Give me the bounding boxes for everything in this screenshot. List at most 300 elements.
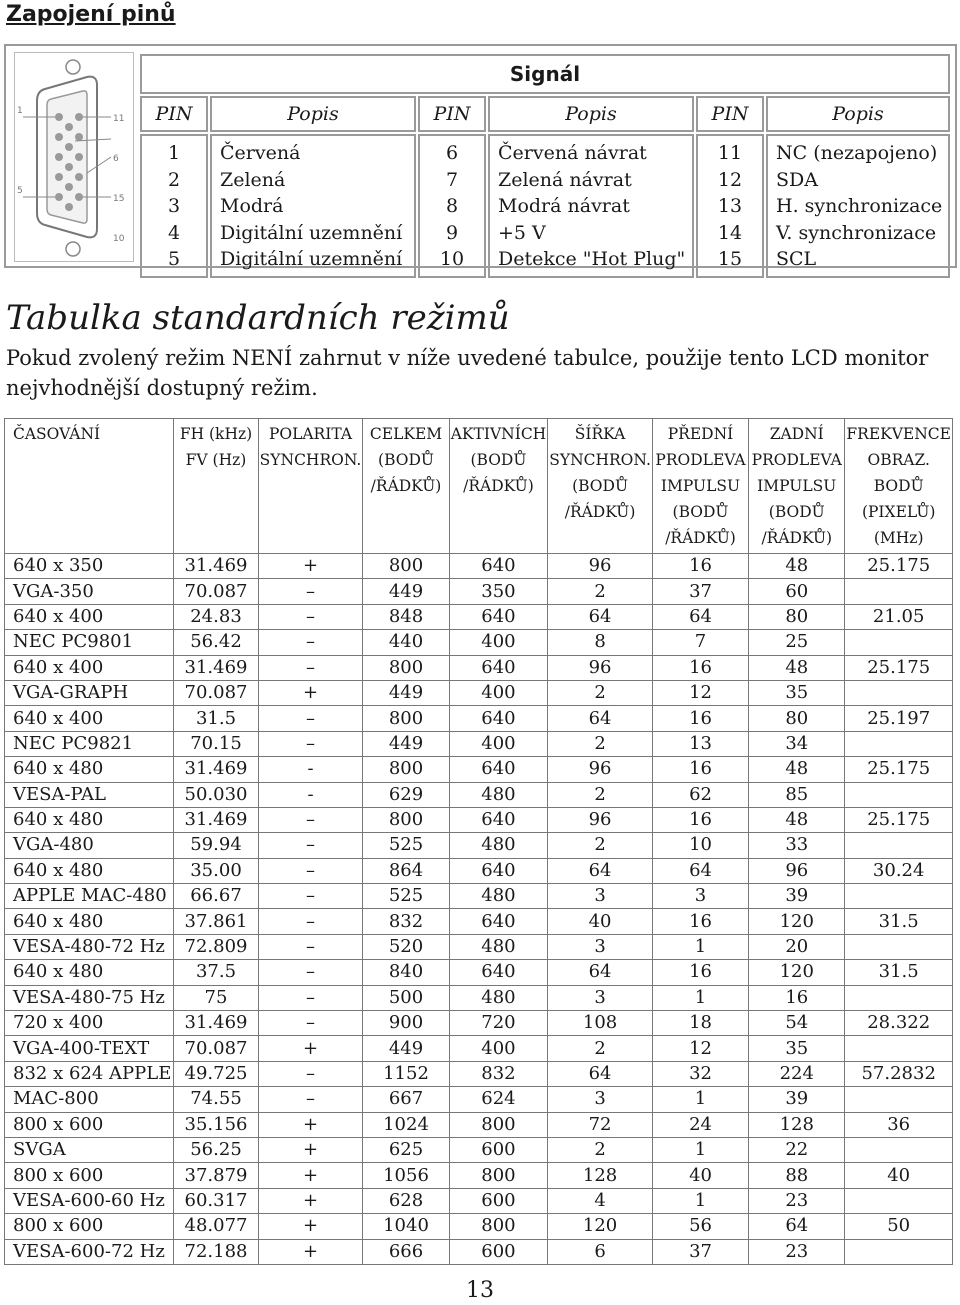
value-cell: + — [258, 1214, 363, 1239]
value-cell: – — [258, 985, 363, 1010]
timing-cell: 640 x 480 — [5, 757, 174, 782]
value-cell: 35 — [749, 680, 845, 705]
pin-description-cell — [210, 134, 416, 278]
value-cell: 39 — [749, 1087, 845, 1112]
value-cell: 60 — [749, 579, 845, 604]
header-line: (BODŮ — [378, 451, 434, 469]
value-cell: 37 — [652, 1239, 748, 1264]
modes-column-header — [449, 419, 548, 554]
header-line: BODŮ — [873, 477, 924, 495]
value-cell: 400 — [449, 630, 548, 655]
value-cell: 3 — [548, 934, 653, 959]
value-cell: 96 — [548, 554, 653, 579]
value-cell: 480 — [449, 985, 548, 1010]
value-cell: 48.077 — [174, 1214, 258, 1239]
value-cell: 16 — [652, 554, 748, 579]
header-line: FH (kHz) — [179, 425, 253, 443]
value-cell: 20 — [749, 934, 845, 959]
modes-column-header — [258, 419, 363, 554]
standard-modes-table — [4, 418, 953, 1265]
value-cell: 24 — [652, 1112, 748, 1137]
value-cell: 18 — [652, 1011, 748, 1036]
value-cell: 64 — [548, 858, 653, 883]
value-cell: 128 — [548, 1163, 653, 1188]
value-cell — [845, 934, 953, 959]
value-cell: 31.469 — [174, 757, 258, 782]
value-cell: 128 — [749, 1112, 845, 1137]
pin-number: 14 — [717, 221, 743, 244]
value-cell: – — [258, 655, 363, 680]
table-row — [5, 1239, 953, 1264]
table-row — [5, 1137, 953, 1162]
column-header-pin: PIN — [696, 96, 764, 132]
header-line: (BODŮ — [470, 451, 527, 469]
value-cell: 35 — [749, 1036, 845, 1061]
modes-column-header — [5, 419, 174, 554]
table-row — [5, 858, 953, 883]
value-cell: 31.469 — [174, 1011, 258, 1036]
value-cell: 31.5 — [845, 909, 953, 934]
value-cell: 56 — [652, 1214, 748, 1239]
value-cell: 31.469 — [174, 807, 258, 832]
value-cell: 62 — [652, 782, 748, 807]
value-cell: 80 — [749, 706, 845, 731]
value-cell: 31.5 — [845, 960, 953, 985]
value-cell: 30.24 — [845, 858, 953, 883]
header-line: /ŘÁDKŮ) — [564, 503, 636, 521]
value-cell — [845, 1036, 953, 1061]
timing-cell: VGA-350 — [5, 579, 174, 604]
value-cell: 16 — [652, 909, 748, 934]
value-cell: 640 — [449, 909, 548, 934]
value-cell: 12 — [652, 680, 748, 705]
value-cell: 96 — [548, 655, 653, 680]
header-line: SYNCHRON. — [549, 451, 651, 469]
value-cell: 40 — [652, 1163, 748, 1188]
pin-description: Modrá — [220, 195, 284, 217]
timing-cell: 640 x 400 — [5, 655, 174, 680]
column-header-pin: PIN — [418, 96, 486, 132]
timing-cell: 640 x 480 — [5, 807, 174, 832]
table-row — [5, 579, 953, 604]
table-row — [5, 782, 953, 807]
modes-column-header — [548, 419, 653, 554]
value-cell: + — [258, 1239, 363, 1264]
timing-cell: 640 x 350 — [5, 554, 174, 579]
value-cell: 108 — [548, 1011, 653, 1036]
value-cell: 400 — [449, 1036, 548, 1061]
value-cell: 525 — [363, 833, 449, 858]
timing-cell: VESA-480-72 Hz — [5, 934, 174, 959]
value-cell — [845, 1087, 953, 1112]
value-cell: 37.5 — [174, 960, 258, 985]
pin-description: SDA — [776, 168, 818, 191]
value-cell: 31.5 — [174, 706, 258, 731]
pin-number-cell — [696, 134, 764, 278]
value-cell: 22 — [749, 1137, 845, 1162]
value-cell: 480 — [449, 782, 548, 807]
value-cell: 66.67 — [174, 884, 258, 909]
value-cell: 625 — [363, 1137, 449, 1162]
table-row — [5, 757, 953, 782]
value-cell: 800 — [363, 706, 449, 731]
table-row — [5, 909, 953, 934]
value-cell: 666 — [363, 1239, 449, 1264]
table-row — [5, 630, 953, 655]
value-cell: 40 — [845, 1163, 953, 1188]
value-cell: 64 — [749, 1214, 845, 1239]
header-line: AKTIVNÍCH — [450, 425, 547, 443]
value-cell — [845, 833, 953, 858]
header-line: PRODLEVA — [751, 451, 842, 469]
value-cell: 120 — [749, 909, 845, 934]
value-cell: – — [258, 934, 363, 959]
pin-number: 10 — [439, 248, 465, 270]
timing-cell: 640 x 480 — [5, 909, 174, 934]
header-line: IMPULSU — [660, 477, 741, 495]
value-cell: + — [258, 1137, 363, 1162]
value-cell: 640 — [449, 554, 548, 579]
value-cell: 35.156 — [174, 1112, 258, 1137]
value-cell: 16 — [652, 807, 748, 832]
value-cell: 8 — [548, 630, 653, 655]
value-cell: – — [258, 579, 363, 604]
value-cell: 96 — [548, 807, 653, 832]
value-cell: 520 — [363, 934, 449, 959]
value-cell: – — [258, 604, 363, 629]
header-line: /ŘÁDKŮ) — [761, 529, 833, 547]
value-cell: 667 — [363, 1087, 449, 1112]
timing-cell: 640 x 400 — [5, 706, 174, 731]
timing-cell: 800 x 600 — [5, 1163, 174, 1188]
table-row — [5, 1112, 953, 1137]
value-cell: 64 — [548, 604, 653, 629]
value-cell: – — [258, 731, 363, 756]
header-line: PŘEDNÍ — [667, 425, 734, 443]
value-cell: 56.25 — [174, 1137, 258, 1162]
section-title: Tabulka standardních režimů — [6, 298, 510, 338]
value-cell: 800 — [449, 1112, 548, 1137]
value-cell: 400 — [449, 731, 548, 756]
value-cell: 449 — [363, 579, 449, 604]
header-line: (MHz) — [873, 529, 924, 547]
value-cell: 70.087 — [174, 1036, 258, 1061]
value-cell — [845, 630, 953, 655]
connector-label-11: 11 — [113, 114, 125, 124]
value-cell: 16 — [652, 757, 748, 782]
value-cell: + — [258, 1036, 363, 1061]
value-cell: – — [258, 960, 363, 985]
pin-number: 7 — [445, 168, 459, 191]
value-cell: 864 — [363, 858, 449, 883]
signal-header: Signál — [140, 54, 950, 94]
value-cell: 25.175 — [845, 807, 953, 832]
timing-cell: VGA-GRAPH — [5, 680, 174, 705]
value-cell: 640 — [449, 858, 548, 883]
value-cell: 57.2832 — [845, 1061, 953, 1086]
header-line: (PIXELŮ) — [861, 503, 936, 521]
value-cell: 1 — [652, 1087, 748, 1112]
value-cell: 48 — [749, 757, 845, 782]
pin-description-cell — [766, 134, 950, 278]
table-row — [5, 655, 953, 680]
value-cell: 74.55 — [174, 1087, 258, 1112]
table-row — [5, 1011, 953, 1036]
value-cell: - — [258, 782, 363, 807]
value-cell: 25.175 — [845, 757, 953, 782]
pin-number: 1 — [167, 142, 181, 164]
value-cell: 480 — [449, 884, 548, 909]
value-cell: – — [258, 909, 363, 934]
value-cell — [845, 731, 953, 756]
value-cell: 48 — [749, 554, 845, 579]
header-line: ČASOVÁNÍ — [13, 425, 101, 443]
table-row — [5, 1214, 953, 1239]
value-cell: 350 — [449, 579, 548, 604]
pin-description: +5 V — [498, 221, 546, 244]
intro-text: Pokud zvolený režim NENÍ zahrnut v níže uvedené tabulce, použije tento LCD monitor nejvhodnější dostupný režim. — [6, 346, 929, 400]
value-cell: 400 — [449, 680, 548, 705]
value-cell: 4 — [548, 1188, 653, 1213]
value-cell: 640 — [449, 960, 548, 985]
value-cell: 59.94 — [174, 833, 258, 858]
value-cell: 7 — [652, 630, 748, 655]
modes-column-header — [749, 419, 845, 554]
timing-cell: VGA-480 — [5, 833, 174, 858]
value-cell: 16 — [749, 985, 845, 1010]
value-cell: 6 — [548, 1239, 653, 1264]
value-cell: 23 — [749, 1239, 845, 1264]
value-cell: 60.317 — [174, 1188, 258, 1213]
value-cell: 525 — [363, 884, 449, 909]
timing-cell: 640 x 480 — [5, 960, 174, 985]
value-cell: 3 — [652, 884, 748, 909]
pin-number-cell — [140, 134, 208, 278]
pin-description: Červená — [220, 142, 301, 164]
value-cell: 54 — [749, 1011, 845, 1036]
value-cell: 440 — [363, 630, 449, 655]
header-line: ZADNÍ — [769, 425, 824, 443]
connector-label-1: 1 — [17, 106, 23, 116]
value-cell: 600 — [449, 1239, 548, 1264]
value-cell: 832 — [449, 1061, 548, 1086]
value-cell — [845, 579, 953, 604]
timing-cell: 720 x 400 — [5, 1011, 174, 1036]
value-cell: 640 — [449, 757, 548, 782]
value-cell: 56.42 — [174, 630, 258, 655]
value-cell: – — [258, 1011, 363, 1036]
value-cell: 640 — [449, 655, 548, 680]
value-cell: 900 — [363, 1011, 449, 1036]
pin-description: Zelená návrat — [498, 168, 632, 191]
pin-description-cell — [488, 134, 694, 278]
table-row — [5, 884, 953, 909]
value-cell: 25.175 — [845, 655, 953, 680]
value-cell: 3 — [548, 1087, 653, 1112]
value-cell: 50 — [845, 1214, 953, 1239]
value-cell: 16 — [652, 655, 748, 680]
value-cell: 480 — [449, 833, 548, 858]
value-cell: 629 — [363, 782, 449, 807]
value-cell: 480 — [449, 934, 548, 959]
pin-description: H. synchronizace — [776, 195, 943, 217]
value-cell: 3 — [548, 884, 653, 909]
value-cell: 1 — [652, 985, 748, 1010]
connector-label-10: 10 — [113, 234, 125, 244]
value-cell: 50.030 — [174, 782, 258, 807]
timing-cell: VGA-400-TEXT — [5, 1036, 174, 1061]
pin-number: 13 — [717, 195, 743, 217]
value-cell: – — [258, 1087, 363, 1112]
value-cell: 1 — [652, 934, 748, 959]
value-cell: 720 — [449, 1011, 548, 1036]
value-cell: + — [258, 1112, 363, 1137]
modes-column-header — [363, 419, 449, 554]
value-cell: 2 — [548, 731, 653, 756]
value-cell: 48 — [749, 655, 845, 680]
pin-description: SCL — [776, 248, 817, 270]
value-cell: 800 — [449, 1163, 548, 1188]
modes-column-header — [652, 419, 748, 554]
header-line: ŠÍŘKA — [574, 425, 626, 443]
value-cell: 23 — [749, 1188, 845, 1213]
pin-description: Zelená — [220, 168, 286, 191]
value-cell: – — [258, 807, 363, 832]
value-cell — [845, 884, 953, 909]
table-row — [5, 604, 953, 629]
pin-table — [138, 52, 952, 280]
timing-cell: NEC PC9821 — [5, 731, 174, 756]
pin-description: Digitální uzemnění — [220, 248, 403, 270]
value-cell: 624 — [449, 1087, 548, 1112]
pin-number: 2 — [167, 168, 181, 191]
value-cell: 13 — [652, 731, 748, 756]
value-cell: 64 — [652, 604, 748, 629]
value-cell: – — [258, 630, 363, 655]
pin-description: Detekce "Hot Plug" — [498, 248, 686, 270]
value-cell: 640 — [449, 706, 548, 731]
value-cell: 120 — [548, 1214, 653, 1239]
value-cell: 1 — [652, 1137, 748, 1162]
connector-label-5: 5 — [17, 186, 23, 196]
value-cell: 34 — [749, 731, 845, 756]
table-row — [5, 985, 953, 1010]
value-cell: 72 — [548, 1112, 653, 1137]
value-cell: – — [258, 706, 363, 731]
value-cell: 800 — [449, 1214, 548, 1239]
value-cell: 500 — [363, 985, 449, 1010]
column-header-popis: Popis — [766, 96, 950, 132]
table-row — [5, 680, 953, 705]
value-cell: 39 — [749, 884, 845, 909]
table-row — [5, 833, 953, 858]
value-cell: 37 — [652, 579, 748, 604]
dsub-connector-diagram — [14, 52, 134, 262]
value-cell: 640 — [449, 807, 548, 832]
pin-assignment-panel — [4, 44, 957, 268]
value-cell — [845, 1239, 953, 1264]
timing-cell: MAC-800 — [5, 1087, 174, 1112]
value-cell: 1 — [652, 1188, 748, 1213]
value-cell: 28.322 — [845, 1011, 953, 1036]
pin-description: Digitální uzemnění — [220, 221, 403, 244]
table-row — [5, 731, 953, 756]
header-line: CELKEM — [369, 425, 443, 443]
timing-cell: 640 x 480 — [5, 858, 174, 883]
value-cell: 48 — [749, 807, 845, 832]
value-cell: 600 — [449, 1137, 548, 1162]
pin-number: 6 — [445, 142, 459, 164]
value-cell: – — [258, 1061, 363, 1086]
value-cell: 449 — [363, 1036, 449, 1061]
value-cell: 72.188 — [174, 1239, 258, 1264]
timing-cell: VESA-600-72 Hz — [5, 1239, 174, 1264]
timing-cell: 640 x 400 — [5, 604, 174, 629]
value-cell: 1040 — [363, 1214, 449, 1239]
header-line: IMPULSU — [757, 477, 837, 495]
value-cell: 848 — [363, 604, 449, 629]
value-cell: 120 — [749, 960, 845, 985]
pin-number: 3 — [167, 195, 181, 217]
value-cell: 96 — [749, 858, 845, 883]
value-cell: 25.197 — [845, 706, 953, 731]
header-line: /ŘÁDKŮ) — [665, 529, 736, 547]
header-line: (BODŮ — [768, 503, 825, 521]
value-cell: 832 — [363, 909, 449, 934]
value-cell: 70.15 — [174, 731, 258, 756]
timing-cell: VESA-480-75 Hz — [5, 985, 174, 1010]
header-line: POLARITA — [268, 425, 353, 443]
value-cell: 49.725 — [174, 1061, 258, 1086]
value-cell: 24.83 — [174, 604, 258, 629]
value-cell: 2 — [548, 782, 653, 807]
header-line: SYNCHRON. — [259, 451, 362, 469]
value-cell: 25 — [749, 630, 845, 655]
value-cell: 33 — [749, 833, 845, 858]
value-cell: 1152 — [363, 1061, 449, 1086]
table-row — [5, 1036, 953, 1061]
value-cell: 449 — [363, 680, 449, 705]
timing-cell: SVGA — [5, 1137, 174, 1162]
timing-cell: APPLE MAC-480 — [5, 884, 174, 909]
modes-column-header — [174, 419, 258, 554]
value-cell: 800 — [363, 807, 449, 832]
value-cell: + — [258, 1163, 363, 1188]
value-cell: 70.087 — [174, 680, 258, 705]
value-cell: 600 — [449, 1188, 548, 1213]
value-cell: 2 — [548, 1036, 653, 1061]
pin-description: Červená návrat — [498, 142, 647, 164]
value-cell: 800 — [363, 655, 449, 680]
value-cell: 1056 — [363, 1163, 449, 1188]
value-cell: 2 — [548, 833, 653, 858]
value-cell: 800 — [363, 554, 449, 579]
pin-number: 11 — [717, 142, 743, 164]
dsub-connector-icon — [15, 53, 133, 261]
value-cell: – — [258, 884, 363, 909]
value-cell: 16 — [652, 960, 748, 985]
header-line: (BODŮ — [672, 503, 729, 521]
value-cell: 64 — [548, 960, 653, 985]
value-cell: 37.879 — [174, 1163, 258, 1188]
pin-number: 12 — [717, 168, 743, 191]
value-cell: 37.861 — [174, 909, 258, 934]
pin-number: 8 — [445, 195, 459, 217]
value-cell: 70.087 — [174, 579, 258, 604]
value-cell: 10 — [652, 833, 748, 858]
value-cell: 72.809 — [174, 934, 258, 959]
column-header-popis: Popis — [488, 96, 694, 132]
